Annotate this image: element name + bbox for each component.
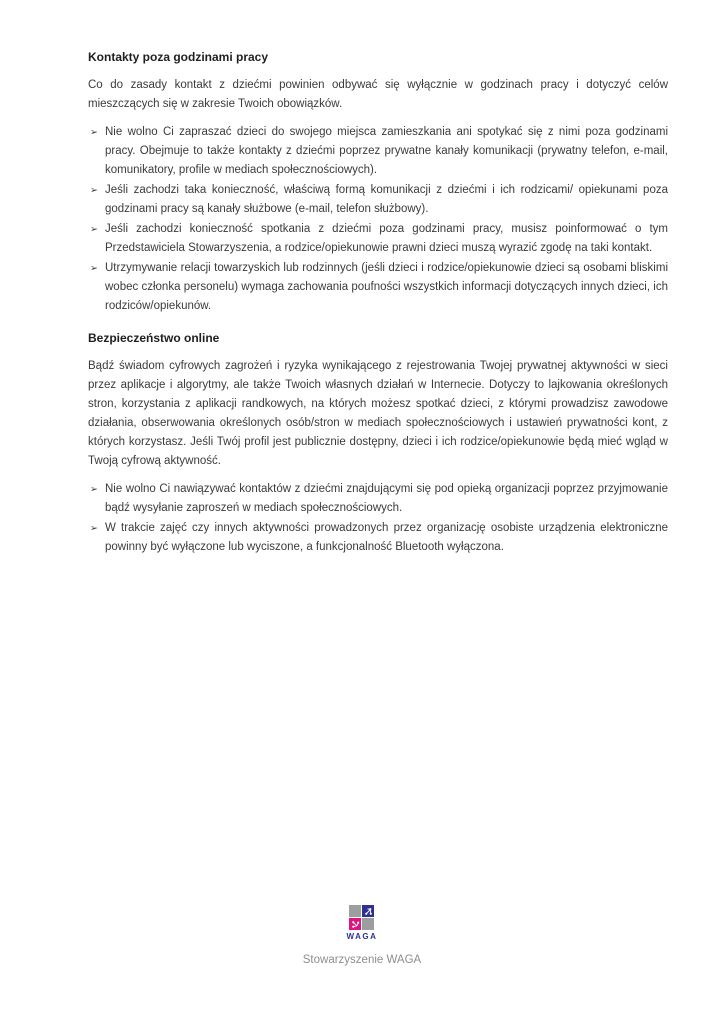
section-kontakty-poza-godzinami-pracy (88, 50, 668, 316)
list-item (88, 123, 668, 180)
document-content (88, 50, 668, 572)
arrow-bullet-icon: ➢ (90, 484, 98, 495)
list-item-text: Nie wolno Ci zapraszać dzieci do swojego miejsca zamieszkania ani spotykać się z nimi poza godzinami pracy. Obejmuje to także kontakty z dziećmi poprzez prywatne kanały komunikacji (prywatny telefon, e-mail, komunikatory, profile w mediach społecznościowych). (105, 126, 668, 176)
list-item-text: Nie wolno Ci nawiązywać kontaktów z dziećmi znajdującymi się pod opieką organizacji poprzez przyjmowanie bądź wysyłanie zaproszeń w mediach społecznościowych. (105, 483, 668, 514)
list-item (88, 220, 668, 258)
section-bezpieczenstwo-online (88, 331, 668, 557)
logo-square-magenta-figure-icon (349, 918, 361, 930)
waga-logo (347, 905, 378, 942)
list-item-text: Jeśli zachodzi taka konieczność, właściwą formą komunikacji z dziećmi i ich rodzicami/ opiekunami poza godzinami pracy są kanały służbowe (e-mail, telefon służbowy). (105, 184, 668, 215)
juggler-figure-icon (364, 907, 373, 916)
list-item-text: Utrzymywanie relacji towarzyskich lub rodzinnych (jeśli dzieci i rodzice/opiekunowie dzieci są osobami bliskimi wobec członka personelu) wymaga zachowania poufności wszystkich informacji dotyczących innych dzieci, ich rodziców/opiekunów. (105, 262, 668, 312)
list-item (88, 480, 668, 518)
arrow-bullet-icon: ➢ (90, 523, 98, 534)
list-item-text: W trakcie zajęć czy innych aktywności prowadzonych przez organizację osobiste urządzenia elektroniczne powinny być wyłączone lub wyciszone, a funkcjonalność Bluetooth wyłączona. (105, 522, 668, 553)
arrow-bullet-icon: ➢ (90, 224, 98, 235)
arrow-bullet-icon: ➢ (90, 185, 98, 196)
bullet-list (88, 480, 668, 557)
bullet-list (88, 123, 668, 316)
section-heading: Bezpieczeństwo online (88, 331, 220, 345)
list-item (88, 181, 668, 219)
list-item (88, 519, 668, 557)
paragraph: Co do zasady kontakt z dziećmi powinien odbywać się wyłącznie w godzinach pracy i dotyczyć celów mieszczących się w zakresie Twoich obowiązków. (88, 79, 668, 110)
list-item (88, 259, 668, 316)
list-item-text: Jeśli zachodzi konieczność spotkania z dziećmi poza godzinami pracy, musisz poinformować o tym Przedstawiciela Stowarzyszenia, a rodzice/opiekunowie prawni dzieci muszą wyrazić zgodę na taki kontakt. (105, 223, 668, 254)
logo-square-navy-figure-icon (362, 905, 374, 917)
juggler-figure-icon (351, 920, 360, 929)
arrow-bullet-icon: ➢ (90, 263, 98, 274)
logo-square-gray-bottom-right (362, 918, 374, 930)
paragraph: Bądź świadom cyfrowych zagrożeń i ryzyka wynikającego z rejestrowania Twojej prywatnej aktywności w sieci przez aplikacje i algorytmy, ale także Twoich własnych działań w Internecie. Dotyczy to lajkowania określonych stron, korzystania z aplikacji randkowych, na których możesz spotkać dzieci, z którymi prowadzisz zawodowe działania, obserwowania określonych osób/stron w mediach społecznościowych i ustawień prywatności kont, z których korzystasz. Jeśli Twój profil jest publicznie dostępny, dzieci i ich rodzice/opiekunowie będą mieć wgląd w Twoją cyfrową aktywność. (88, 360, 668, 467)
waga-logo-squares (349, 905, 374, 930)
logo-square-gray-top-left (349, 905, 361, 917)
footer-org-name: Stowarzyszenie WAGA (302, 954, 422, 966)
page-footer (0, 905, 724, 967)
arrow-bullet-icon: ➢ (90, 127, 98, 138)
section-heading: Kontakty poza godzinami pracy (88, 50, 269, 64)
logo-wordmark: WAGA (346, 932, 378, 941)
